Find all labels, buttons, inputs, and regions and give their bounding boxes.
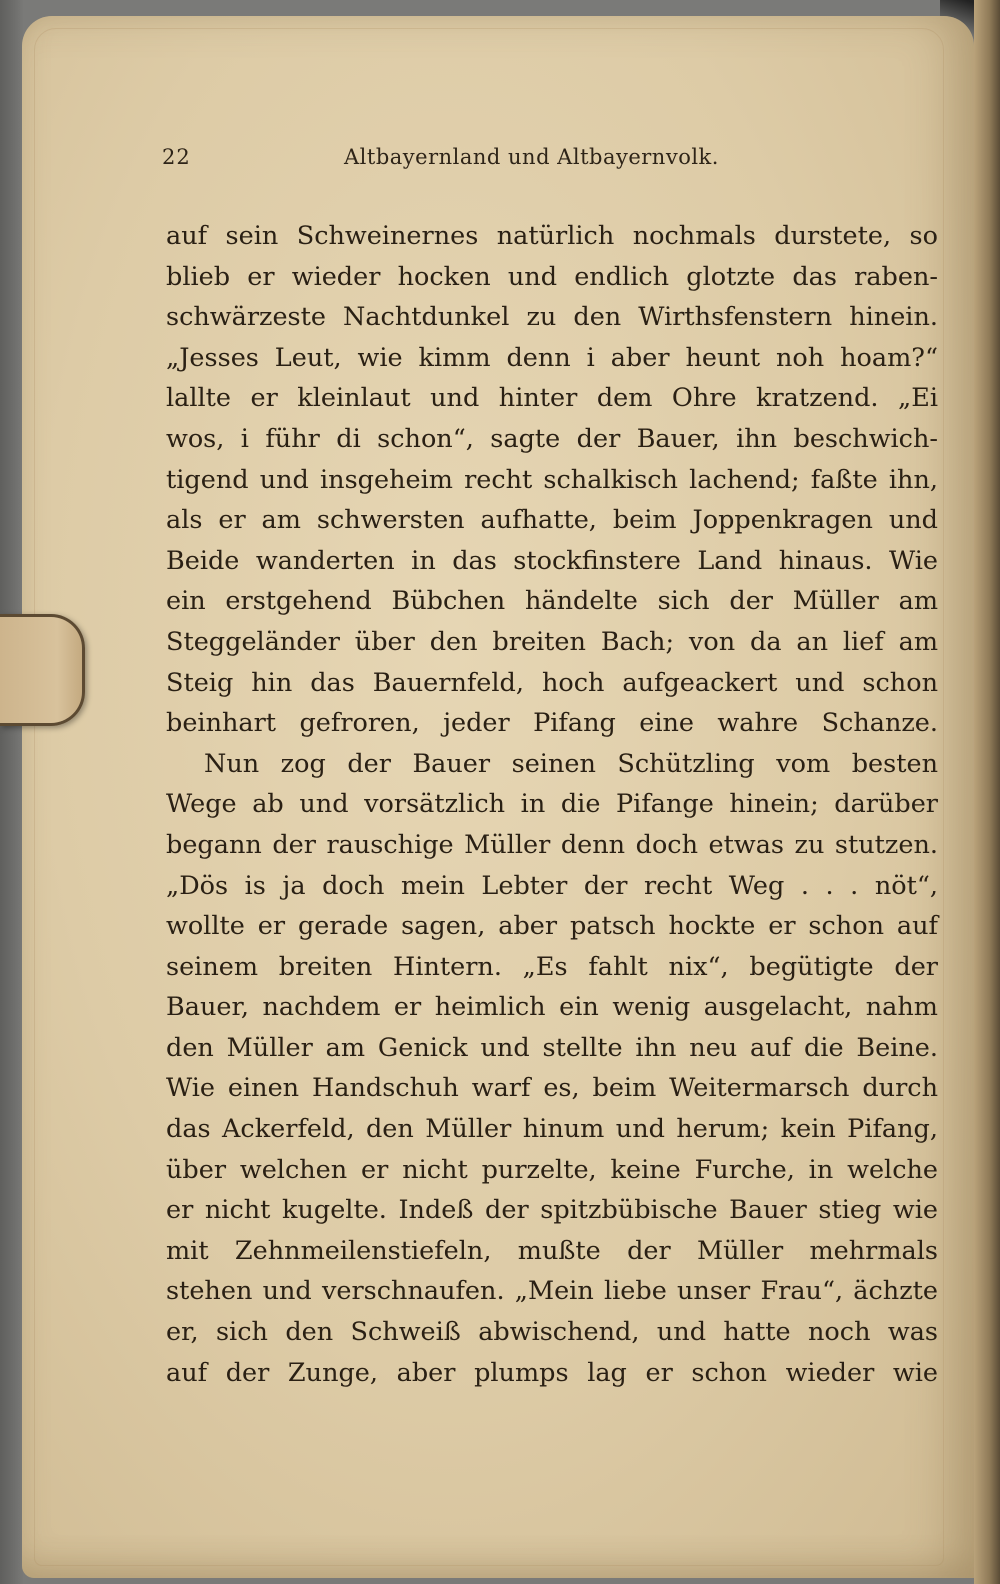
text-line: Wege ab und vorsätzlich in die Pifange hinein; darüber	[166, 789, 938, 820]
text-line: tigend und insgeheim recht schalkisch lachend; faßte ihn,	[166, 464, 938, 495]
text-line: den Müller am Genick und stellte ihn neu auf die Beine.	[166, 1032, 938, 1063]
text-line: auf der Zunge, aber plumps lag er schon wieder wie	[166, 1357, 938, 1388]
text-line: auf sein Schweinernes natürlich nochmals durstete, so	[166, 221, 938, 251]
text-line: stehen und verschnaufen. „Mein liebe unser Frau“, ächzte	[166, 1276, 938, 1307]
text-line: lallte er kleinlaut und hinter dem Ohre kratzend. „Ei	[166, 383, 938, 414]
paragraph-first-line: Nun zog der Bauer seinen Schützling vom besten	[204, 748, 938, 779]
text-line: Wie einen Handschuh warf es, beim Weitermarsch durch	[166, 1073, 938, 1104]
text-line: „Dös is ja doch mein Lebter der recht Weg . . . nöt“,	[166, 870, 938, 901]
text-line: Beide wanderten in das stockfinstere Land hinaus. Wie	[166, 545, 938, 576]
text-line: ein erstgehend Bübchen händelte sich der Müller am	[166, 586, 938, 617]
text-line: Steig hin das Bauernfeld, hoch aufgeackert und schon	[166, 667, 938, 698]
page-number: 22	[162, 145, 191, 169]
text-line: blieb er wieder hocken und endlich glotzte das raben-	[166, 261, 938, 292]
text-line: Steggeländer über den breiten Bach; von da an lief am	[166, 626, 938, 657]
text-line: beinhart gefroren, jeder Pifang eine wahre Schanze.	[166, 708, 938, 739]
text-line: begann der rauschige Müller denn doch etwas zu stutzen.	[166, 829, 938, 860]
book-spine-edge	[974, 0, 1000, 1584]
text-line: Bauer, nachdem er heimlich ein wenig ausgelacht, nahm	[166, 992, 938, 1023]
text-line: seinem breiten Hintern. „Es fahlt nix“, begütigte der	[166, 951, 938, 982]
running-title: Altbayernland und Altbayernvolk.	[344, 145, 719, 169]
text-line: „Jesses Leut, wie kimm denn i aber heunt noh hoam?“	[166, 342, 938, 373]
text-line: wollte er gerade sagen, aber patsch hockte er schon auf	[166, 911, 938, 942]
page-tab-marker	[0, 614, 85, 726]
text-line: mit Zehnmeilenstiefeln, mußte der Müller mehrmals	[166, 1235, 938, 1266]
running-head	[162, 145, 762, 175]
text-line: wos, i führ di schon“, sagte der Bauer, ihn beschwich-	[166, 423, 938, 454]
text-line: als er am schwersten aufhatte, beim Joppenkragen und	[166, 505, 938, 536]
body-text	[166, 216, 938, 1393]
text-line: er nicht kugelte. Indeß der spitzbübische Bauer stieg wie	[166, 1195, 938, 1226]
text-line: über welchen er nicht purzelte, keine Furche, in welche	[166, 1154, 938, 1185]
text-line: er, sich den Schweiß abwischend, und hatte noch was	[166, 1317, 938, 1348]
text-line: das Ackerfeld, den Müller hinum und herum; kein Pifang,	[166, 1114, 938, 1145]
text-line: schwärzeste Nachtdunkel zu den Wirthsfenstern hinein.	[166, 302, 938, 333]
